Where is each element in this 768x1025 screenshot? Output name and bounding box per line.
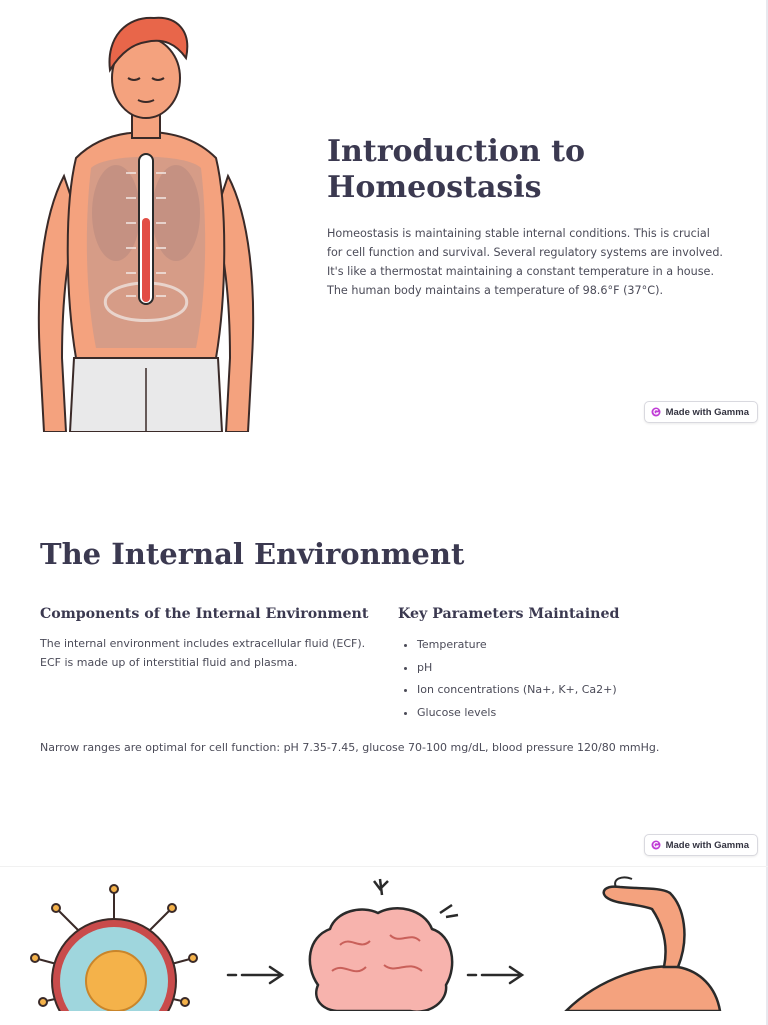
parameters-heading: Key Parameters Maintained xyxy=(398,606,620,622)
slide-intro xyxy=(0,0,768,433)
badge-label: Made with Gamma xyxy=(665,406,749,418)
brain-illustration xyxy=(300,875,470,1011)
list-item: • Glucose levels xyxy=(417,702,617,725)
components-heading: Components of the Internal Environment xyxy=(40,606,369,622)
cell-illustration xyxy=(24,881,204,1011)
arrow-right-icon xyxy=(226,963,286,987)
made-with-gamma-badge[interactable] xyxy=(644,834,758,856)
flexed-arm-illustration xyxy=(560,867,750,1011)
slide-internal-environment xyxy=(0,432,768,866)
section-title: The Internal Environment xyxy=(40,537,465,571)
human-thermometer-illustration xyxy=(36,8,256,432)
intro-paragraph: Homeostasis is maintaining stable internal conditions. This is crucial for cell function and survival. Several regulatory systems are involved. It's like a thermostat maintaining a constant temperature in a house. The human body maintains a temperature of 98.6°F (37°C). xyxy=(327,227,723,297)
slide-regulation-illustration xyxy=(0,866,768,1025)
list-item: • pH xyxy=(417,657,617,680)
page-title: Introduction to Homeostasis xyxy=(327,134,585,205)
made-with-gamma-badge[interactable] xyxy=(644,401,758,423)
parameters-list xyxy=(398,634,617,724)
arrow-right-icon xyxy=(466,963,526,987)
gamma-logo-icon xyxy=(651,407,661,417)
summary-text: Narrow ranges are optimal for cell function: pH 7.35-7.45, glucose 70-100 mg/dL, blood pressure 120/80 mmHg. xyxy=(40,741,660,754)
gamma-logo-icon xyxy=(651,840,661,850)
components-text: The internal environment includes extracellular fluid (ECF). ECF is made up of interstitial fluid and plasma. xyxy=(40,637,366,669)
badge-label: Made with Gamma xyxy=(665,839,749,851)
list-item: • Ion concentrations (Na+, K+, Ca2+) xyxy=(417,679,617,702)
list-item: • Temperature xyxy=(417,634,617,657)
